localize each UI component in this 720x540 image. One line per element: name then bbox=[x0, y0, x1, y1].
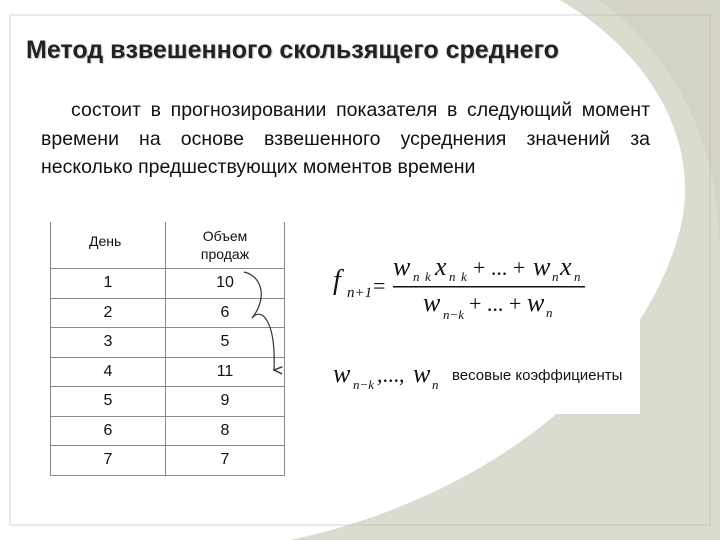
weights-caption: весовые коэффициенты bbox=[452, 367, 623, 384]
svg-text:n: n bbox=[552, 269, 559, 284]
slide-title: Метод взвешенного скользящего среднего bbox=[26, 36, 559, 64]
cell-sales: 5 bbox=[166, 328, 285, 358]
svg-text:x: x bbox=[435, 252, 447, 281]
svg-text:x: x bbox=[560, 252, 572, 281]
header-day: День bbox=[51, 222, 166, 269]
table-header-row bbox=[51, 222, 285, 269]
svg-text:=: = bbox=[373, 273, 386, 298]
table-row bbox=[51, 387, 285, 417]
svg-text:k: k bbox=[461, 269, 467, 284]
cell-sales: 7 bbox=[166, 446, 285, 476]
cell-day: 1 bbox=[51, 269, 166, 299]
sales-table bbox=[50, 222, 285, 476]
svg-text:w: w bbox=[533, 252, 551, 281]
svg-text:n+1: n+1 bbox=[347, 285, 373, 301]
svg-text:,...,: ,..., bbox=[377, 362, 405, 387]
svg-text:f: f bbox=[333, 265, 341, 296]
cell-day: 4 bbox=[51, 357, 166, 387]
cell-day: 5 bbox=[51, 387, 166, 417]
svg-text:w: w bbox=[413, 359, 431, 388]
header-sales-volume bbox=[166, 222, 285, 269]
table-row bbox=[51, 416, 285, 446]
formula-panel bbox=[327, 237, 640, 414]
header-sales-volume-label: Объем продаж bbox=[200, 228, 250, 262]
cell-day: 6 bbox=[51, 416, 166, 446]
table-row bbox=[51, 446, 285, 476]
cell-sales: 8 bbox=[166, 416, 285, 446]
svg-text:n−k: n−k bbox=[353, 377, 375, 392]
svg-text:w: w bbox=[393, 252, 411, 281]
cell-day: 3 bbox=[51, 328, 166, 358]
cell-sales: 11 bbox=[166, 357, 285, 387]
svg-text:n: n bbox=[449, 269, 456, 284]
svg-text:k: k bbox=[425, 269, 431, 284]
svg-text:+ ... +: + ... + bbox=[469, 291, 522, 316]
weighted-average-formula bbox=[327, 237, 640, 414]
cell-day: 7 bbox=[51, 446, 166, 476]
svg-text:n: n bbox=[574, 269, 581, 284]
svg-text:n−k: n−k bbox=[443, 307, 465, 322]
table-row bbox=[51, 357, 285, 387]
cell-sales: 10 bbox=[166, 269, 285, 299]
svg-text:n: n bbox=[546, 305, 553, 320]
cell-day: 2 bbox=[51, 298, 166, 328]
cell-sales: 6 bbox=[166, 298, 285, 328]
svg-text:n: n bbox=[432, 377, 439, 392]
table-row bbox=[51, 298, 285, 328]
cell-sales: 9 bbox=[166, 387, 285, 417]
svg-text:w: w bbox=[333, 359, 351, 388]
description-text: состоит в прогнозировании показателя в следующий момент времени на основе взвешенного усреднения значений за несколько предшествующих моментов времени bbox=[41, 99, 650, 178]
table-row bbox=[51, 328, 285, 358]
svg-text:n: n bbox=[413, 269, 420, 284]
svg-text:w: w bbox=[527, 288, 545, 317]
svg-text:w: w bbox=[423, 288, 441, 317]
svg-text:+ ... +: + ... + bbox=[473, 255, 526, 280]
table-row bbox=[51, 269, 285, 299]
